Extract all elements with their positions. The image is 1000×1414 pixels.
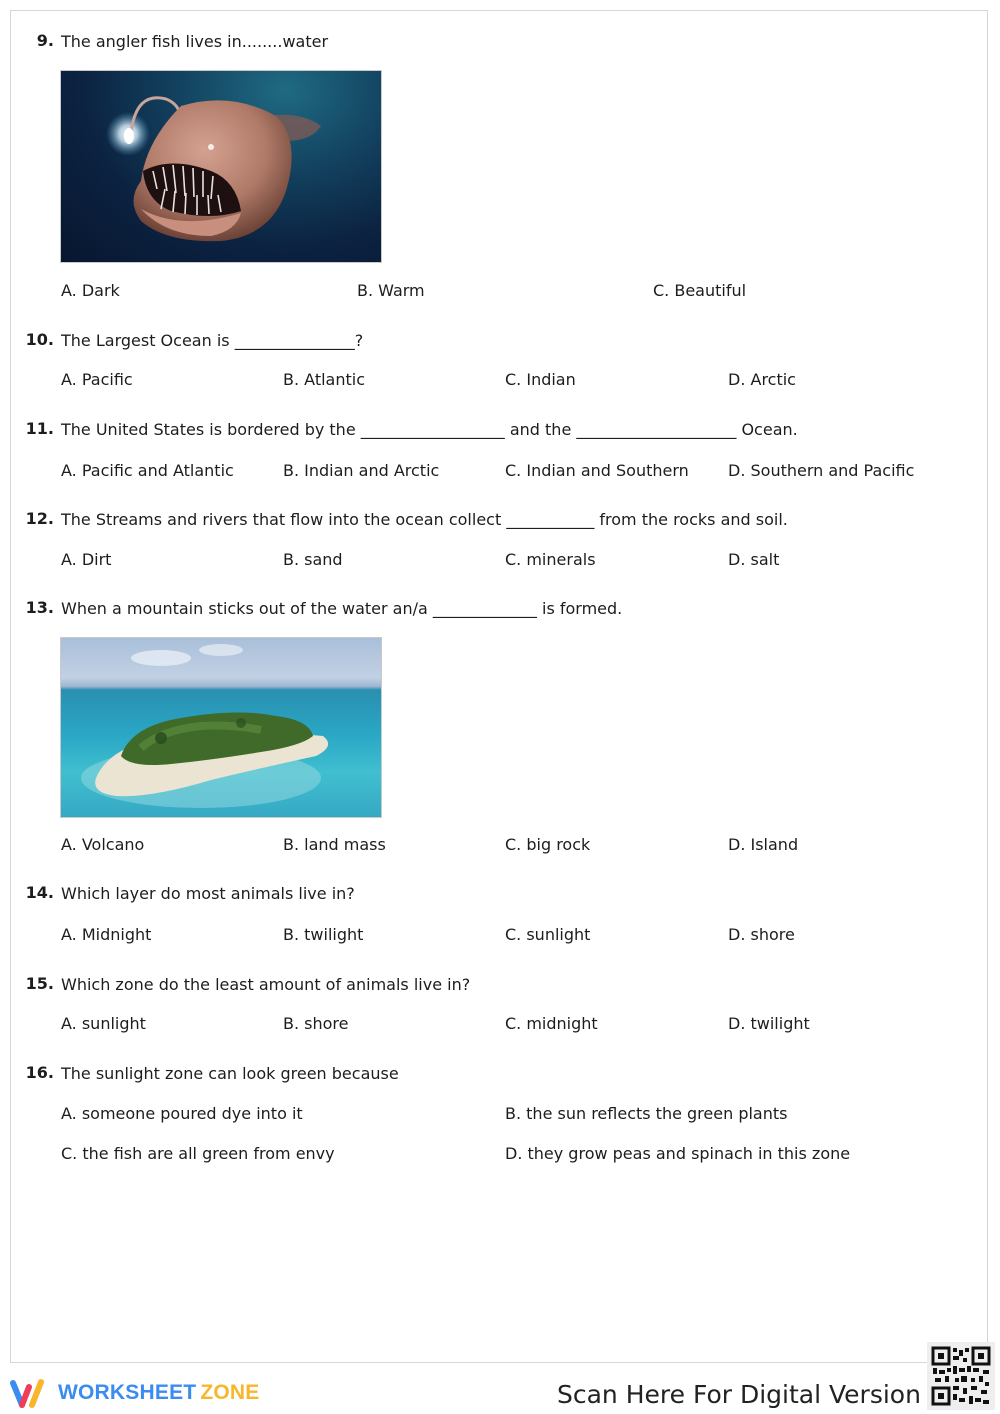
option-b[interactable]: B. land mass — [283, 835, 386, 854]
question-text: The Streams and rivers that flow into the ocean collect ___________ from the rocks and soil. — [61, 510, 788, 529]
logo-text: WORKSHEET ZONE — [58, 1381, 260, 1404]
option-d[interactable]: D. Island — [728, 835, 799, 854]
question-number: 15. — [25, 974, 54, 993]
question-text: Which layer do most animals live in? — [61, 884, 355, 903]
logo-w-icon — [10, 1377, 50, 1409]
question-text: The angler fish lives in........water — [61, 32, 329, 51]
option-c[interactable]: C. the fish are all green from envy — [61, 1144, 335, 1163]
question-text: The Largest Ocean is _______________? — [61, 331, 364, 350]
question-number: 11. — [25, 419, 54, 438]
scan-label: Scan Here For Digital Version — [557, 1380, 921, 1409]
option-c[interactable]: C. Indian — [505, 370, 576, 389]
worksheet-zone-logo[interactable] — [10, 1377, 259, 1409]
question-number: 14. — [25, 883, 54, 902]
option-d[interactable]: D. shore — [728, 925, 795, 944]
option-a[interactable]: A. Midnight — [61, 925, 152, 944]
option-a[interactable]: A. someone poured dye into it — [61, 1104, 303, 1123]
option-d[interactable]: D. salt — [728, 550, 780, 569]
question-number: 10. — [25, 330, 54, 349]
angler-fish-image — [60, 70, 382, 263]
question-number: 9. — [36, 31, 54, 50]
option-b[interactable]: B. twilight — [283, 925, 364, 944]
option-d[interactable]: D. Southern and Pacific — [728, 461, 915, 480]
option-c[interactable]: C. big rock — [505, 835, 591, 854]
option-c[interactable]: C. midnight — [505, 1014, 598, 1033]
question-text: The sunlight zone can look green because — [61, 1064, 399, 1083]
question-number: 16. — [25, 1063, 54, 1082]
island-image — [60, 637, 382, 818]
option-d[interactable]: D. Arctic — [728, 370, 796, 389]
question-text: When a mountain sticks out of the water an/a _____________ is formed. — [61, 599, 623, 618]
option-d[interactable]: D. they grow peas and spinach in this zone — [505, 1144, 851, 1163]
question-text: Which zone do the least amount of animals live in? — [61, 975, 471, 994]
option-a[interactable]: A. Pacific and Atlantic — [61, 461, 234, 480]
option-b[interactable]: B. Indian and Arctic — [283, 461, 440, 480]
option-b[interactable]: B. the sun reflects the green plants — [505, 1104, 788, 1123]
option-a[interactable]: A. Pacific — [61, 370, 133, 389]
qr-code[interactable] — [927, 1342, 995, 1410]
option-b[interactable]: B. shore — [283, 1014, 349, 1033]
option-c[interactable]: C. sunlight — [505, 925, 591, 944]
option-c[interactable]: C. Indian and Southern — [505, 461, 689, 480]
question-number: 13. — [25, 598, 54, 617]
option-b[interactable]: B. Atlantic — [283, 370, 365, 389]
option-a[interactable]: A. Dirt — [61, 550, 112, 569]
option-b[interactable]: B. sand — [283, 550, 343, 569]
option-a[interactable]: A. sunlight — [61, 1014, 146, 1033]
option-a[interactable]: A. Volcano — [61, 835, 145, 854]
option-c[interactable]: C. minerals — [505, 550, 596, 569]
option-b[interactable]: B. Warm — [357, 281, 425, 300]
angler-fish-icon — [61, 71, 382, 263]
question-number: 12. — [25, 509, 54, 528]
option-c[interactable]: C. Beautiful — [653, 281, 747, 300]
option-d[interactable]: D. twilight — [728, 1014, 810, 1033]
qr-code-icon — [927, 1342, 995, 1410]
question-text: The United States is bordered by the __________________ and the ____________________ Ocean. — [61, 420, 798, 439]
island-icon — [61, 638, 382, 818]
option-a[interactable]: A. Dark — [61, 281, 120, 300]
